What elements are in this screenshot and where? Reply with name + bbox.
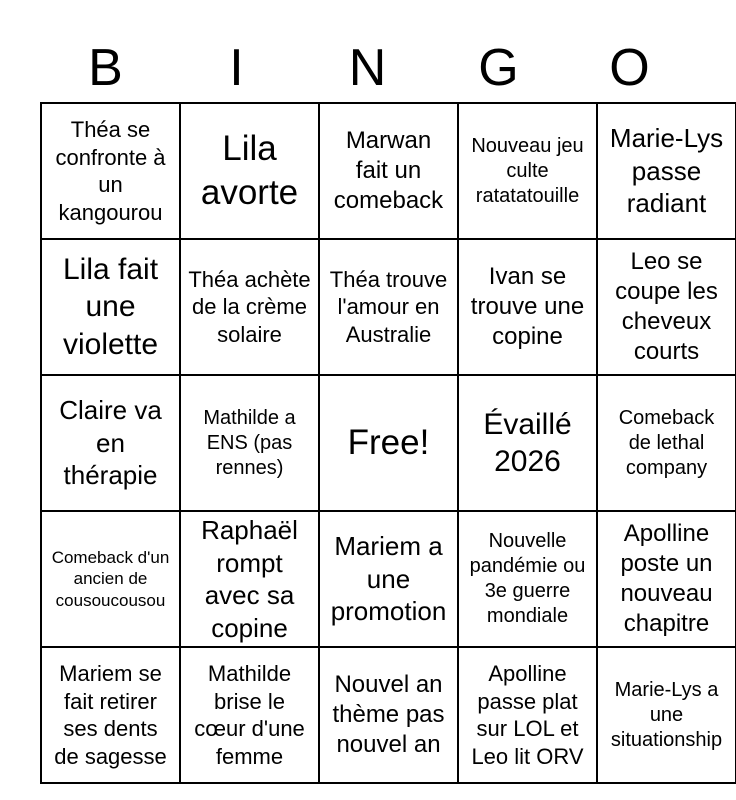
free-space-text: Free! [347,423,430,463]
cell-text: Comeback d'un ancien de cousoucousou [51,548,170,610]
cell-text: Marie-Lys passe radiant [609,123,724,219]
cell-text: Claire va en thérapie [59,395,162,491]
bingo-cell-r5c3[interactable] [319,647,458,783]
bingo-cell-r1c3[interactable] [319,103,458,239]
bingo-title-letter-i: I [229,39,244,97]
bingo-cell-r1c4[interactable] [458,103,597,239]
cell-text: Raphaël rompt avec sa copine [201,515,298,643]
bingo-title-letter-n: N [348,39,387,97]
bingo-title-letter-b: B [88,39,123,97]
bingo-cell-r2c1[interactable] [41,239,180,375]
bingo-grid [40,102,736,784]
bingo-cell-r1c5[interactable] [597,103,736,239]
bingo-cell-r4c1[interactable] [41,511,180,647]
bingo-cell-r2c2[interactable] [180,239,319,375]
bingo-row-4 [41,511,736,647]
bingo-title [40,39,695,97]
cell-text: Mathilde a ENS (pas rennes) [203,406,296,479]
bingo-row-1 [41,103,736,239]
cell-text: Leo se coupe les cheveux courts [615,248,718,365]
cell-text: Mariem se fait retirer ses dents de sagesse [54,661,167,769]
bingo-cell-r4c2[interactable] [180,511,319,647]
cell-text: Nouveau jeu culte ratatatouille [471,134,584,207]
cell-text: Lila fait une violette [62,252,159,361]
bingo-title-letter-o: O [609,39,650,97]
bingo-cell-r2c5[interactable] [597,239,736,375]
bingo-cell-r2c4[interactable] [458,239,597,375]
cell-text: Marie-Lys a une situationship [610,678,723,751]
bingo-cell-r2c3[interactable] [319,239,458,375]
bingo-row-3 [41,375,736,511]
bingo-row-5 [41,647,736,783]
cell-text: Mathilde brise le cœur d'une femme [194,661,305,769]
cell-text: Apolline poste un nouveau chapitre [620,520,713,637]
bingo-title-letter-g: G [478,39,519,97]
cell-text: Évaillé 2026 [483,407,572,478]
bingo-cell-r3c5[interactable] [597,375,736,511]
cell-text: Mariem a une promotion [330,531,447,627]
bingo-cell-r4c4[interactable] [458,511,597,647]
bingo-cell-r3c1[interactable] [41,375,180,511]
bingo-cell-r4c5[interactable] [597,511,736,647]
bingo-row-2 [41,239,736,375]
bingo-cell-r5c5[interactable] [597,647,736,783]
cell-text: Lila avorte [200,129,299,212]
cell-text: Théa trouve l'amour en Australie [329,266,448,347]
cell-text: Théa achète de la crème solaire [188,266,311,347]
bingo-cell-r5c4[interactable] [458,647,597,783]
cell-text: Apolline passe plat sur LOL et Leo lit ORV [471,661,584,769]
cell-text: Nouvelle pandémie ou 3e guerre mondiale [469,530,586,627]
bingo-cell-r1c1[interactable] [41,103,180,239]
cell-text: Marwan fait un comeback [333,127,444,214]
cell-text: Comeback de lethal company [618,406,715,479]
bingo-cell-r3c2[interactable] [180,375,319,511]
cell-text: Nouvel an thème pas nouvel an [332,671,445,758]
cell-text: Ivan se trouve une copine [470,263,585,350]
bingo-cell-free[interactable] [319,375,458,511]
bingo-cell-r5c2[interactable] [180,647,319,783]
bingo-cell-r3c4[interactable] [458,375,597,511]
bingo-cell-r5c1[interactable] [41,647,180,783]
bingo-cell-r4c3[interactable] [319,511,458,647]
bingo-cell-r1c2[interactable] [180,103,319,239]
cell-text: Théa se confronte à un kangourou [55,117,166,225]
